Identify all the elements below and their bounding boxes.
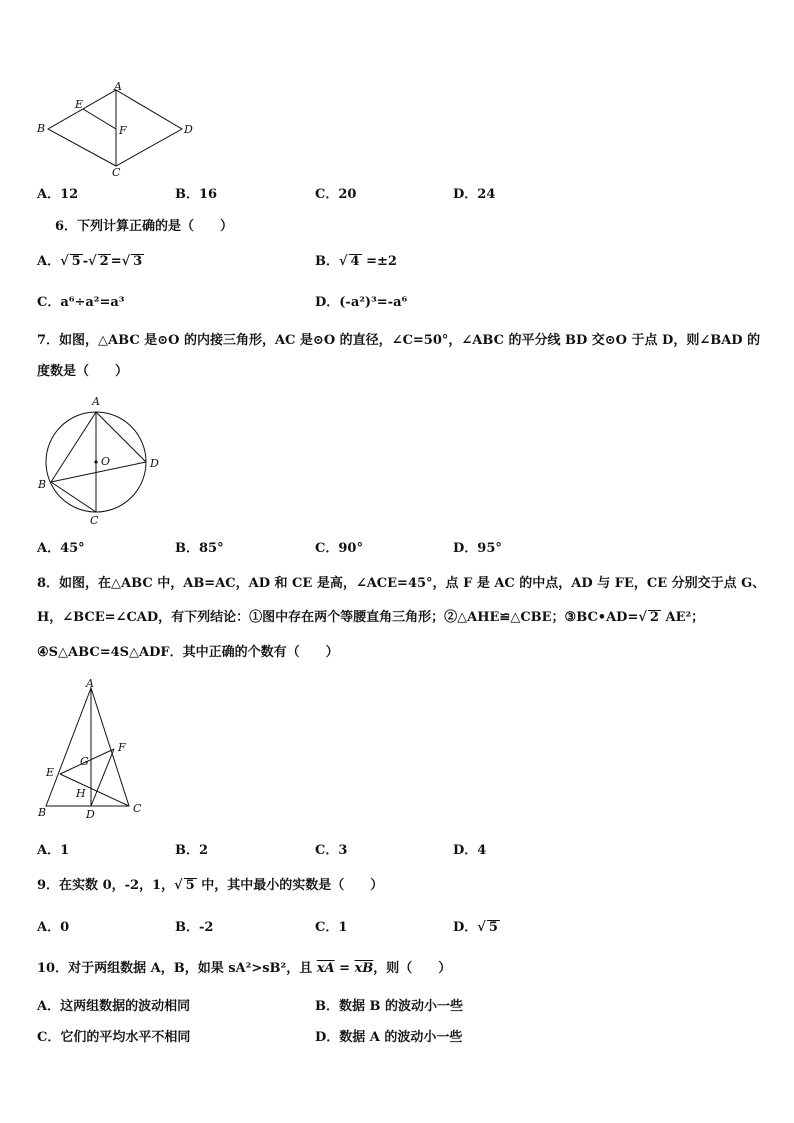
q8-label-c: C [133, 802, 142, 815]
q8-stem-line1: 8．如图，在△ABC 中，AB=AC，AD 和 CE 是高，∠ACE=45°，点 F 是 AC 的中点，AD 与 FE，CE 分别交于点 G、 [37, 576, 766, 591]
q5-rhombus-figure [34, 80, 204, 180]
q5-option-c: C．20 [315, 187, 357, 202]
q6-stem: 6．下列计算正确的是（ ） [55, 219, 234, 234]
q7-label-a: A [92, 395, 100, 408]
q8-label-e: E [46, 766, 55, 779]
q10-mean-a: $\overline{xA}$ [316, 961, 335, 976]
fig5-label-b: B [37, 122, 46, 135]
q5-option-a: A．12 [37, 187, 79, 202]
q7-option-c: C．90° [315, 541, 363, 556]
q10-option-a: A．这两组数据的波动相同 [37, 999, 191, 1014]
q6-option-c: C．a⁶÷a²=a³ [37, 295, 125, 310]
q9-option-c: C．1 [315, 920, 348, 935]
q5-option-d: D．24 [453, 187, 496, 202]
q10-option-c: C．它们的平均水平不相同 [37, 1030, 191, 1045]
fig5-label-f: F [119, 124, 127, 137]
q8-label-h: H [76, 787, 86, 800]
q8-triangle-figure [34, 676, 154, 826]
q10-option-b: B．数据 B 的波动小一些 [315, 999, 464, 1014]
q8-option-a: A．1 [37, 843, 70, 858]
q9-option-b: B．-2 [175, 920, 214, 935]
fig5-label-c: C [112, 166, 121, 179]
q10-stem: 10．对于两组数据 A，B，如果 sA²>sB²，且 $\overline{xA} = \overline{xB}$，则（ ） [37, 961, 452, 976]
q6-option-d: D．(-a²)³=-a⁶ [315, 295, 408, 310]
q9-stem: 9．在实数 0，-2，1，√ 5 中，其中最小的实数是（ ） [37, 878, 384, 893]
q7-option-d: D．95° [453, 541, 502, 556]
fig5-label-e: E [75, 98, 84, 111]
q7-label-d: D [150, 457, 159, 470]
q8-label-f: F [118, 741, 126, 754]
q8-label-a: A [86, 677, 94, 690]
q7-circle-figure [34, 392, 174, 532]
q7-stem-line2: 度数是（ ） [37, 364, 129, 379]
q7-label-b: B [38, 478, 47, 491]
q9-option-a: A．0 [37, 920, 70, 935]
q5-option-b: B．16 [175, 187, 218, 202]
q8-label-d: D [86, 808, 95, 821]
q6-option-b: B．√ 4 =±2 [315, 254, 397, 269]
q8-label-g: G [80, 755, 89, 768]
q7-option-b: B．85° [175, 541, 224, 556]
q7-stem-line1: 7．如图，△ABC 是⊙O 的内接三角形，AC 是⊙O 的直径，∠C=50°，∠ABC 的平分线 BD 交⊙O 于点 D，则∠BAD 的 [37, 333, 761, 348]
q10-mean-b: $\overline{xB}$ [354, 961, 374, 976]
q8-option-c: C．3 [315, 843, 348, 858]
q8-stem-line2: H，∠BCE=∠CAD，有下列结论：①图中存在两个等腰直角三角形；②△AHE≌△CBE；③BC•AD=√ 2 AE²； [37, 610, 705, 625]
fig5-label-a: A [114, 80, 122, 93]
q9-option-d: D．√ 5 [453, 920, 498, 935]
q10-option-d: D．数据 A 的波动小一些 [315, 1030, 463, 1045]
q8-option-d: D．4 [453, 843, 487, 858]
q8-label-b: B [38, 806, 47, 819]
fig5-label-d: D [184, 123, 193, 136]
q8-option-b: B．2 [175, 843, 209, 858]
q8-stem-line3: ④S△ABC=4S△ADF．其中正确的个数有（ ） [37, 645, 339, 660]
q7-label-o: O [101, 455, 111, 468]
q6-option-a: A．√ 5 -√ 2 =√ 3 [37, 254, 143, 269]
q7-label-c: C [90, 514, 99, 527]
q7-option-a: A．45° [37, 541, 85, 556]
